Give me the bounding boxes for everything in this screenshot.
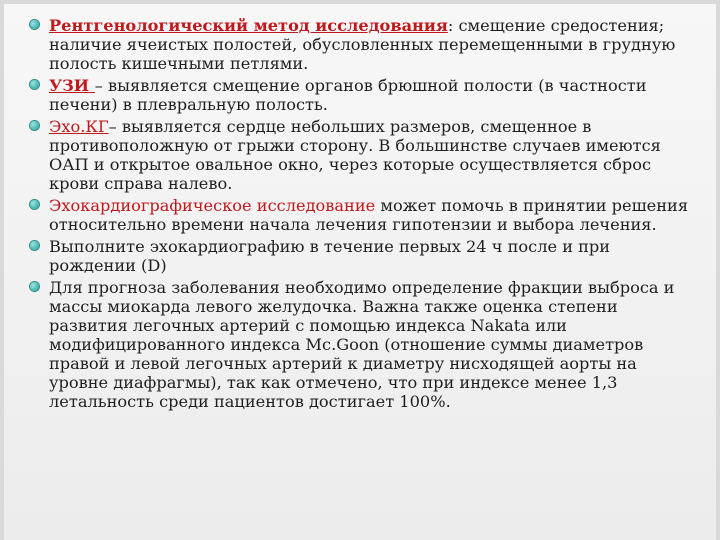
bullet-icon [30,200,39,209]
ultrasound-text: – выявляется смещение органов брюшной полости (в частности печени) в плевральную полость. [49,76,647,114]
bullet-list [30,16,690,414]
echocg-heading: Эхо.КГ [49,117,109,136]
prognosis-text: Для прогноза заболевания необходимо определение фракции выброса и массы миокарда левого желудочка. Важна также оценка степени развития легочных артерий с помощью индекса Nakata или модифицированного индекса Mc.Goon (отношение суммы диаметров правой и левой легочных артерий к диаметру нисходящей аорты на уровне диафрагмы), так как отмечено, что при индексе менее 1,3 летальность среди пациентов достигает 100%. [49,278,675,411]
bullet-icon [30,241,39,250]
list-item-echocardiography [30,196,690,234]
echocardiography-text: может помочь в принятии решения относительно времени начала лечения гипотензии и выбора лечения. [49,196,689,234]
list-item-prognosis [30,278,690,411]
echocg-text: – выявляется сердце небольших размеров, смещенное в противоположную от грыжи сторону. В большинстве случаев имеются ОАП и открытое овальное окно, через которые осуществляется сброс крови справа налево. [49,117,661,193]
list-item-xray [30,16,690,73]
list-item-perform-echo [30,237,690,275]
xray-text: : смещение средостения; наличие ячеистых полостей, обусловленных перемещенными в грудную полость кишечными петлями. [49,16,676,73]
echocardiography-heading: Эхокардиографическое исследование [49,196,376,215]
bullet-icon [30,20,39,29]
list-item-ultrasound [30,76,690,114]
xray-heading: Рентгенологический метод исследования [49,16,448,35]
bullet-icon [30,80,39,89]
list-item-echocg [30,117,690,193]
bullet-icon [30,282,39,291]
ultrasound-heading: УЗИ [49,76,95,95]
perform-echo-text: Выполните эхокардиографию в течение первых 24 ч после и при рождении (D) [49,237,611,275]
bullet-icon [30,121,39,130]
